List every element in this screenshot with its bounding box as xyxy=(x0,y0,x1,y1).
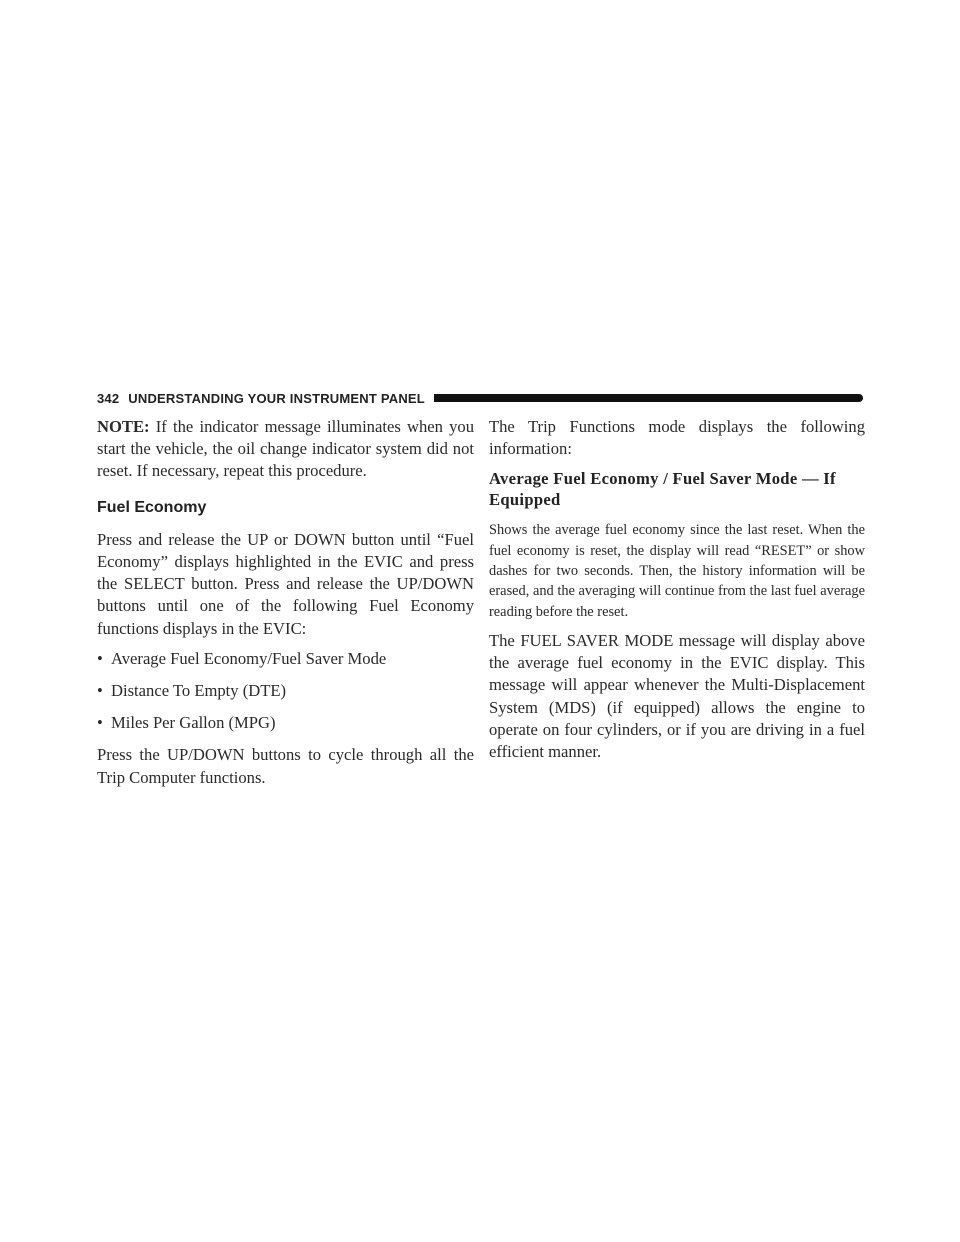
subheading-average-fuel-economy: Average Fuel Economy / Fuel Saver Mode — If Equipped xyxy=(489,469,836,510)
bullet-icon: • xyxy=(97,713,103,733)
bullet-icon: • xyxy=(97,648,103,668)
right-column xyxy=(489,416,865,771)
page-header xyxy=(97,387,863,409)
list-item xyxy=(97,712,474,734)
fuel-saver-mode-paragraph: The FUEL SAVER MODE message will display above the average fuel economy in the EVIC display. This message will appear whenever the Multi-Displacement System (MDS) (if equipped) allows the engine to operate on four cylinders, or if you are driving in a fuel efficient manner. xyxy=(489,630,865,761)
list-item-text: Average Fuel Economy/Fuel Saver Mode xyxy=(111,648,387,668)
section-title: UNDERSTANDING YOUR INSTRUMENT PANEL xyxy=(128,390,425,406)
list-item-text: Miles Per Gallon (MPG) xyxy=(111,713,276,733)
page-number: 342 xyxy=(97,390,120,406)
list-item-text: Distance To Empty (DTE) xyxy=(111,681,287,701)
intro-paragraph: Press and release the UP or DOWN button until “Fuel Economy” displays highlighted in the EVIC and press the SELECT button. Press and release the UP/DOWN buttons until one of the following Fuel Economy functions displays in the EVIC: xyxy=(97,529,474,638)
header-rule xyxy=(434,394,863,402)
note-label: NOTE: xyxy=(97,417,150,436)
list-item xyxy=(97,680,474,702)
note-text: If the indicator message illuminates when you start the vehicle, the oil change indicator system did not reset. If necessary, repeat this procedure. xyxy=(97,417,474,481)
function-list xyxy=(97,648,474,735)
section-heading-fuel-economy: Fuel Economy xyxy=(97,498,207,516)
trip-functions-intro: The Trip Functions mode displays the following information: xyxy=(489,417,865,459)
note-paragraph xyxy=(97,416,474,483)
bullet-icon: • xyxy=(97,681,103,701)
closing-paragraph: Press the UP/DOWN buttons to cycle through all the Trip Computer functions. xyxy=(97,745,474,787)
left-column xyxy=(97,416,474,797)
list-item xyxy=(97,648,474,670)
average-fuel-economy-paragraph: Shows the average fuel economy since the last reset. When the fuel economy is reset, the display will read “RESET” or show dashes for two seconds. Then, the history information will be erased, and the averaging will continue from the last fuel average reading before the reset. xyxy=(489,522,865,620)
